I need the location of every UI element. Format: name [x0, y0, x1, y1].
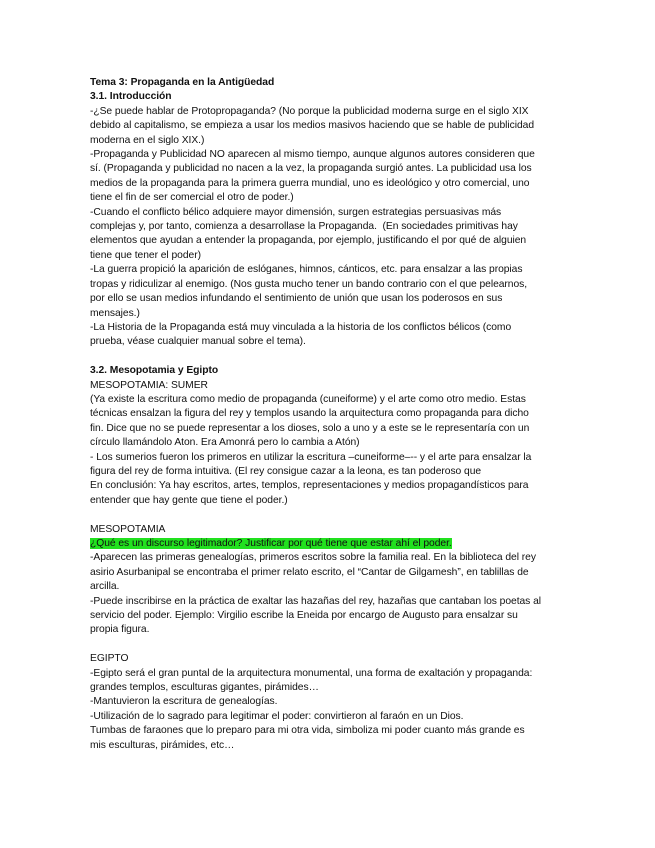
- intro-line: tropas y ridiculizar al enemigo. (Nos gusta mucho tener un bando contrario con el que pelearnos,: [90, 278, 528, 290]
- sumer-line: entender que hay gente que tiene el poder.): [90, 494, 288, 506]
- sumer-line: círculo llamándolo Aton. Era Amonrá pero lo cambia a Atón): [90, 437, 360, 449]
- meso-line: asirio Asurbanipal se encontraba el primer relato escrito, el “Cantar de Gilgamesh”, en tablillas de: [90, 566, 529, 578]
- egipto-line: -Mantuvieron la escritura de genealogías.: [90, 696, 278, 708]
- paragraph-gap: [90, 508, 570, 522]
- sumer-line: - Los sumerios fueron los primeros en utilizar la escritura –cuneiforme–-- y el arte para ensalzar la: [90, 451, 532, 463]
- meso-line: -Puede inscribirse en la práctica de exaltar las hazañas del rey, hazañas que cantaban los poetas al: [90, 595, 542, 607]
- meso-label: MESOPOTAMIA: [90, 523, 166, 535]
- intro-line: prueba, véase cualquier manual sobre el tema).: [90, 336, 306, 348]
- egipto-line: -Egipto será el gran puntal de la arquitectura monumental, una forma de exaltación y propaganda:: [90, 667, 533, 679]
- document-body: [90, 76, 570, 753]
- egipto-line: Tumbas de faraones que lo preparo para mi otra vida, simboliza mi poder cuanto más grande es: [90, 725, 525, 737]
- egipto-line: grandes templos, esculturas gigantes, pirámides…: [90, 682, 319, 694]
- egipto-line: -Utilización de lo sagrado para legitimar el poder: convirtieron al faraón en un Dios.: [90, 710, 464, 722]
- intro-line: -La guerra propició la aparición de eslóganes, himnos, cánticos, etc. para ensalzar a las propias: [90, 264, 523, 276]
- paragraph-gap: [90, 638, 570, 652]
- meso-heading: 3.2. Mesopotamia y Egipto: [90, 365, 219, 377]
- intro-line: debido al capitalismo, se empieza a usar los medios masivos haciendo que se hable de publicidad: [90, 120, 535, 132]
- intro-line: elementos que ayudan a entender la propaganda, por ejemplo, justificando el por qué de alguien: [90, 235, 527, 247]
- intro-line: moderna en el siglo XIX.): [90, 134, 205, 146]
- meso-line: servicio del poder. Ejemplo: Virgilio escribe la Eneida por encargo de Augusto para ensalzar su: [90, 610, 518, 621]
- intro-line: -¿Se puede hablar de Protopropaganda? (No porque la publicidad moderna surge en el siglo XIX: [90, 105, 529, 117]
- tema-title: Tema 3: Propaganda en la Antigüedad: [90, 77, 275, 88]
- egipto-label: EGIPTO: [90, 653, 129, 665]
- meso-highlight-line: [90, 537, 570, 551]
- sumer-line: técnicas ensalzan la figura del rey y templos usando la arquitectura como propaganda para dicho: [90, 408, 529, 420]
- sumer-label: MESOPOTAMIA: SUMER: [90, 379, 208, 391]
- intro-line: sí. (Propaganda y publicidad no nacen a la vez, la propaganda surgió antes. La publicidad usa los: [90, 163, 532, 175]
- intro-line: complejas y, por tanto, comienza a desarrollase la Propaganda. (En sociedades primitivas hay: [90, 221, 518, 233]
- meso-line: -Aparecen las primeras genealogías, primeros escritos sobre la familia real. En la biblioteca del rey: [90, 552, 536, 564]
- meso-line: arcilla.: [90, 581, 120, 593]
- sumer-line: (Ya existe la escritura como medio de propaganda (cuneiforme) y el arte como otro medio. Estas: [90, 393, 526, 405]
- sumer-line: figura del rey de forma intuitiva. (El rey consigue cazar a la leona, es tan poderoso que: [90, 465, 482, 477]
- intro-line: -Propaganda y Publicidad NO aparecen al mismo tiempo, aunque algunos autores consideren que: [90, 149, 535, 161]
- intro-line: mensajes.): [90, 307, 140, 319]
- meso-line: propia figura.: [90, 624, 150, 636]
- intro-heading: 3.1. Introducción: [90, 91, 172, 103]
- intro-line: tiene el fin de ser comercial el otro de poder.): [90, 192, 294, 204]
- paragraph-gap: [90, 350, 570, 364]
- highlighted-question: ¿Qué es un discurso legitimador? Justificar por qué tiene que estar ahí el poder.: [90, 537, 452, 549]
- sumer-line: En conclusión: Ya hay escritos, artes, templos, representaciones y medios propagandísticos para: [90, 480, 529, 492]
- intro-line: -La Historia de la Propaganda está muy vinculada a la historia de los conflictos bélicos (como: [90, 321, 512, 333]
- intro-line: medios de la propaganda para la primera guerra mundial, uno es ideológico y otro comercial, uno: [90, 177, 530, 189]
- egipto-line: mis esculturas, pirámides, etc…: [90, 739, 235, 751]
- intro-line: tiene que tener el poder): [90, 249, 201, 261]
- intro-line: por ello se usan medios infundando el sentimiento de unión que usan los poderosos en sus: [90, 293, 503, 305]
- sumer-line: fin. Dice que no se puede representar a los dioses, solo a uno y a este se le representaría con un: [90, 422, 530, 434]
- intro-line: -Cuando el conflicto bélico adquiere mayor dimensión, surgen estrategias persuasivas más: [90, 206, 502, 218]
